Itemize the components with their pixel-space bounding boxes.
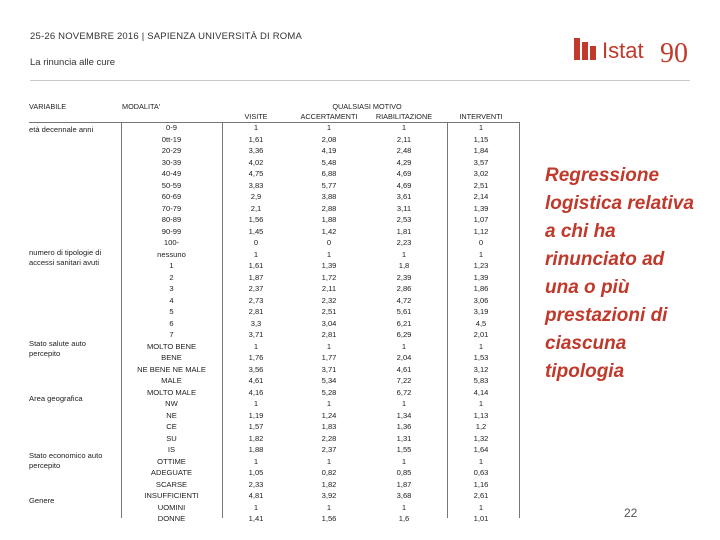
riabilitazione-cell: 3,61 [396, 192, 412, 201]
visite-cell: 2,33 [248, 479, 264, 489]
visite-cell: 4,81 [248, 491, 264, 500]
visite-cell: 1 [253, 123, 259, 132]
modalita-cell: 100- [163, 238, 180, 247]
group-label-salute: Stato salute auto percepito [29, 339, 86, 358]
page-number: 22 [624, 506, 638, 520]
riabilitazione-cell: 1,34 [396, 410, 412, 420]
group-label-economico: Stato economico auto percepito [29, 451, 103, 470]
visite-cell: 1 [253, 399, 259, 408]
interventi-cell: 1,39 [473, 203, 489, 213]
accertamenti-cell: 1 [326, 341, 332, 351]
interventi-cell: 1,64 [473, 445, 489, 454]
modalita-cell: MALE [161, 376, 182, 385]
logo-bar-3 [590, 46, 596, 60]
accertamenti-cell: 1,42 [321, 226, 337, 236]
interventi-cell: 2,61 [473, 491, 489, 500]
modalita-cell: 60-69 [161, 192, 182, 201]
separator-line [222, 122, 223, 518]
interventi-cell: 3,02 [473, 169, 489, 178]
interventi-cell: 1 [478, 456, 484, 466]
riabilitazione-cell: 1 [401, 456, 407, 466]
riabilitazione-cell: 1 [401, 399, 407, 408]
riabilitazione-cell: 2,39 [396, 272, 412, 282]
modalita-cell: 80-89 [161, 215, 182, 224]
accertamenti-cell: 5,34 [321, 376, 337, 385]
modalita-cell: 20-29 [161, 146, 182, 155]
modalita-cell: SCARSE [155, 479, 188, 489]
modalita-cell: 5 [169, 307, 174, 316]
accertamenti-cell: 2,11 [321, 284, 337, 293]
interventi-cell: 3,57 [473, 157, 489, 167]
visite-cell: 1,57 [248, 422, 264, 431]
visite-cell: 2,81 [248, 307, 264, 316]
visite-cell: 3,36 [248, 146, 264, 155]
visite-cell: 3,71 [248, 330, 264, 339]
visite-cell: 1,88 [248, 445, 264, 454]
accertamenti-cell: 0,82 [321, 468, 337, 477]
column-accertamenti [307, 122, 351, 525]
accertamenti-cell: 1,77 [321, 353, 337, 362]
modalita-cell: 3 [169, 284, 174, 293]
modalita-cell: DONNE [157, 514, 186, 523]
riabilitazione-cell: 0,85 [396, 468, 412, 477]
modalita-cell: ADEGUATE [150, 468, 193, 477]
modalita-cell: 30-39 [161, 157, 182, 167]
riabilitazione-cell: 1,55 [396, 445, 412, 454]
riabilitazione-cell: 1,87 [396, 479, 412, 489]
visite-cell: 2,9 [250, 192, 262, 201]
regression-table [29, 98, 520, 523]
accertamenti-cell: 1,39 [321, 261, 337, 270]
accertamenti-cell: 2,88 [321, 203, 337, 213]
accertamenti-cell: 1,82 [321, 479, 337, 489]
interventi-cell: 3,12 [473, 364, 489, 374]
accertamenti-cell: 3,92 [321, 491, 337, 500]
modalita-cell: MOLTO BENE [146, 341, 197, 351]
modalita-cell: 2 [169, 272, 174, 282]
visite-cell: 1 [253, 249, 259, 259]
accertamenti-cell: 2,51 [321, 307, 337, 316]
modalita-cell: 70-79 [161, 203, 182, 213]
riabilitazione-cell: 4,69 [396, 169, 412, 178]
modalita-cell: 0-9 [166, 123, 177, 132]
accertamenti-cell: 5,28 [321, 387, 337, 397]
header-qualsiasi-motivo: QUALSIASI MOTIVO [332, 102, 402, 111]
accertamenti-cell: 3,71 [321, 364, 337, 374]
header-accertamenti: ACCERTAMENTI [300, 112, 358, 121]
visite-cell: 1,82 [248, 433, 264, 443]
modalita-cell: OTTIME [157, 456, 186, 466]
interventi-cell: 1,13 [473, 410, 489, 420]
riabilitazione-cell: 2,04 [396, 353, 412, 362]
modalita-cell: MOLTO MALE [146, 387, 197, 397]
riabilitazione-cell: 2,53 [396, 215, 412, 224]
visite-cell: 3,56 [248, 364, 264, 374]
interventi-cell: 2,14 [473, 192, 489, 201]
modalita-cell: SU [166, 433, 177, 443]
interventi-cell: 1 [478, 123, 484, 132]
interventi-cell: 1 [478, 502, 484, 512]
riabilitazione-cell: 2,23 [396, 238, 412, 247]
riabilitazione-cell: 5,61 [396, 307, 412, 316]
modalita-cell: BENE [161, 353, 182, 362]
riabilitazione-cell: 2,11 [396, 134, 412, 144]
riabilitazione-cell: 1,81 [396, 226, 412, 236]
visite-cell: 4,61 [248, 376, 264, 385]
interventi-cell: 1 [478, 341, 484, 351]
visite-cell: 1 [253, 456, 259, 466]
visite-cell: 1,05 [248, 468, 264, 477]
modalita-cell: 40-49 [161, 169, 182, 178]
riabilitazione-cell: 7,22 [396, 376, 412, 385]
group-label-accessi: numero di tipologie di accessi sanitari avuti [29, 248, 102, 267]
interventi-cell: 1,15 [473, 134, 489, 144]
interventi-cell: 4,14 [473, 387, 489, 397]
modalita-cell: 4 [169, 295, 174, 305]
interventi-cell: 0,63 [473, 468, 489, 477]
interventi-cell: 3,06 [473, 295, 489, 305]
riabilitazione-cell: 1 [401, 249, 407, 259]
riabilitazione-cell: 2,86 [396, 284, 412, 293]
riabilitazione-cell: 2,48 [396, 146, 412, 155]
header-visite: VISITE [244, 112, 268, 121]
header-rule [29, 122, 520, 123]
accertamenti-cell: 0 [326, 238, 332, 247]
riabilitazione-cell: 4,29 [396, 157, 412, 167]
riabilitazione-cell: 1,36 [396, 422, 412, 431]
riabilitazione-cell: 1,31 [396, 433, 412, 443]
accertamenti-cell: 3,04 [321, 318, 337, 328]
interventi-cell: 0 [478, 238, 484, 247]
header-riabilitazione: RIABILITAZIONE [375, 112, 433, 121]
modalita-cell: UOMINI [157, 502, 186, 512]
riabilitazione-cell: 6,29 [396, 330, 412, 339]
visite-cell: 0 [253, 238, 259, 247]
accertamenti-cell: 1 [326, 456, 332, 466]
modalita-cell: 90-99 [161, 226, 182, 236]
logo-number-text: 90 [660, 38, 688, 69]
modalita-cell: CE [166, 422, 177, 431]
accertamenti-cell: 5,77 [321, 180, 337, 190]
interventi-cell: 1,23 [473, 261, 489, 270]
modalita-cell: 7 [169, 330, 174, 339]
modalita-cell: IS [167, 445, 176, 454]
group-label-area: Area geografica [29, 394, 83, 403]
visite-cell: 1,61 [248, 134, 264, 144]
riabilitazione-cell: 1 [401, 123, 407, 132]
header-modalita: MODALITA' [122, 102, 161, 111]
modalita-cell: 1 [169, 261, 174, 270]
visite-cell: 1,45 [248, 226, 264, 236]
riabilitazione-cell: 1 [401, 502, 407, 512]
istat-logo [572, 28, 692, 76]
event-header: 25-26 NOVEMBRE 2016 | SAPIENZA UNIVERSITÀ DI ROMA [30, 31, 303, 42]
interventi-cell: 1,53 [473, 353, 489, 362]
modalita-cell: 6 [169, 318, 174, 328]
visite-cell: 4,75 [248, 169, 264, 178]
visite-cell: 2,37 [248, 284, 264, 293]
accertamenti-cell: 1,83 [321, 422, 337, 431]
visite-cell: 1 [253, 502, 259, 512]
separator-line [519, 122, 520, 518]
accertamenti-cell: 1 [326, 399, 332, 408]
modalita-cell: nessuno [157, 249, 186, 259]
accertamenti-cell: 1 [326, 249, 332, 259]
interventi-cell: 1,39 [473, 272, 489, 282]
column-interventi [461, 122, 501, 525]
riabilitazione-cell: 4,61 [396, 364, 412, 374]
interventi-cell: 1 [478, 249, 484, 259]
accertamenti-cell: 2,08 [321, 134, 337, 144]
visite-cell: 2,73 [248, 295, 264, 305]
accertamenti-cell: 6,88 [321, 169, 337, 178]
accertamenti-cell: 1,24 [321, 410, 337, 420]
riabilitazione-cell: 1,8 [398, 261, 410, 270]
interventi-cell: 1 [478, 399, 484, 408]
accertamenti-cell: 5,48 [321, 157, 337, 167]
visite-cell: 1,19 [248, 410, 264, 420]
column-riabilitazione [379, 122, 429, 525]
accertamenti-cell: 1,72 [321, 272, 337, 282]
visite-cell: 1,76 [248, 353, 264, 362]
logo-brand-text: Istat [602, 38, 644, 63]
accertamenti-cell: 2,28 [321, 433, 337, 443]
interventi-cell: 5,83 [473, 376, 489, 385]
accertamenti-cell: 4,19 [321, 146, 337, 155]
interventi-cell: 3,19 [473, 307, 489, 316]
interventi-cell: 1,12 [473, 226, 489, 236]
visite-cell: 3,83 [248, 180, 264, 190]
column-modalita [121, 122, 222, 525]
accertamenti-cell: 2,81 [321, 330, 337, 339]
visite-cell: 4,02 [248, 157, 264, 167]
modalita-cell: 0tt-19 [161, 134, 182, 144]
visite-cell: 1,56 [248, 215, 264, 224]
riabilitazione-cell: 3,11 [396, 203, 412, 213]
modalita-cell: NE [166, 410, 177, 420]
riabilitazione-cell: 1 [401, 341, 407, 351]
side-title: Regressione logistica relativa a chi ha rinunciato ad una o più prestazioni di ciascuna tipologia [545, 165, 694, 382]
accertamenti-cell: 1 [326, 123, 332, 132]
header-divider [30, 80, 690, 81]
interventi-cell: 1,32 [473, 433, 489, 443]
slide-subtitle: La rinuncia alle cure [30, 57, 116, 68]
modalita-cell: INSUFFICIENTI [144, 491, 199, 500]
riabilitazione-cell: 4,69 [396, 180, 412, 190]
riabilitazione-cell: 3,68 [396, 491, 412, 500]
interventi-cell: 1,2 [475, 422, 487, 431]
accertamenti-cell: 1,88 [321, 215, 337, 224]
interventi-cell: 1,07 [473, 215, 489, 224]
separator-line [447, 122, 448, 518]
riabilitazione-cell: 4,72 [396, 295, 412, 305]
visite-cell: 3,3 [250, 318, 262, 328]
accertamenti-cell: 2,37 [321, 445, 337, 454]
visite-cell: 2,1 [250, 203, 262, 213]
accertamenti-cell: 1,56 [321, 514, 337, 523]
logo-bar-2 [582, 42, 588, 60]
group-label-genere: Genere [29, 496, 55, 505]
visite-cell: 1 [253, 341, 259, 351]
interventi-cell: 1,16 [473, 479, 489, 489]
modalita-cell: 50-59 [161, 180, 182, 190]
accertamenti-cell: 3,88 [321, 192, 337, 201]
visite-cell: 1,87 [248, 272, 264, 282]
riabilitazione-cell: 6,72 [396, 387, 412, 397]
interventi-cell: 2,01 [473, 330, 489, 339]
header-variabile: VARIABILE [29, 102, 67, 111]
riabilitazione-cell: 6,21 [396, 318, 412, 328]
visite-cell: 1,41 [248, 514, 264, 523]
header-interventi: INTERVENTI [459, 112, 503, 121]
visite-cell: 1,61 [248, 261, 264, 270]
column-visite [241, 122, 271, 525]
interventi-cell: 1,86 [473, 284, 489, 293]
interventi-cell: 1,01 [473, 514, 489, 523]
interventi-cell: 1,84 [473, 146, 489, 155]
accertamenti-cell: 2,32 [321, 295, 337, 305]
modalita-cell: NE BENE NE MALE [137, 364, 206, 374]
accertamenti-cell: 1 [326, 502, 332, 512]
logo-bar-1 [574, 38, 580, 60]
group-label-eta: età decennale anni [29, 125, 94, 134]
interventi-cell: 4,5 [475, 318, 487, 328]
riabilitazione-cell: 1,6 [398, 514, 410, 523]
interventi-cell: 2,51 [473, 180, 489, 190]
visite-cell: 4,16 [248, 387, 264, 397]
modalita-cell: NW [165, 399, 178, 408]
